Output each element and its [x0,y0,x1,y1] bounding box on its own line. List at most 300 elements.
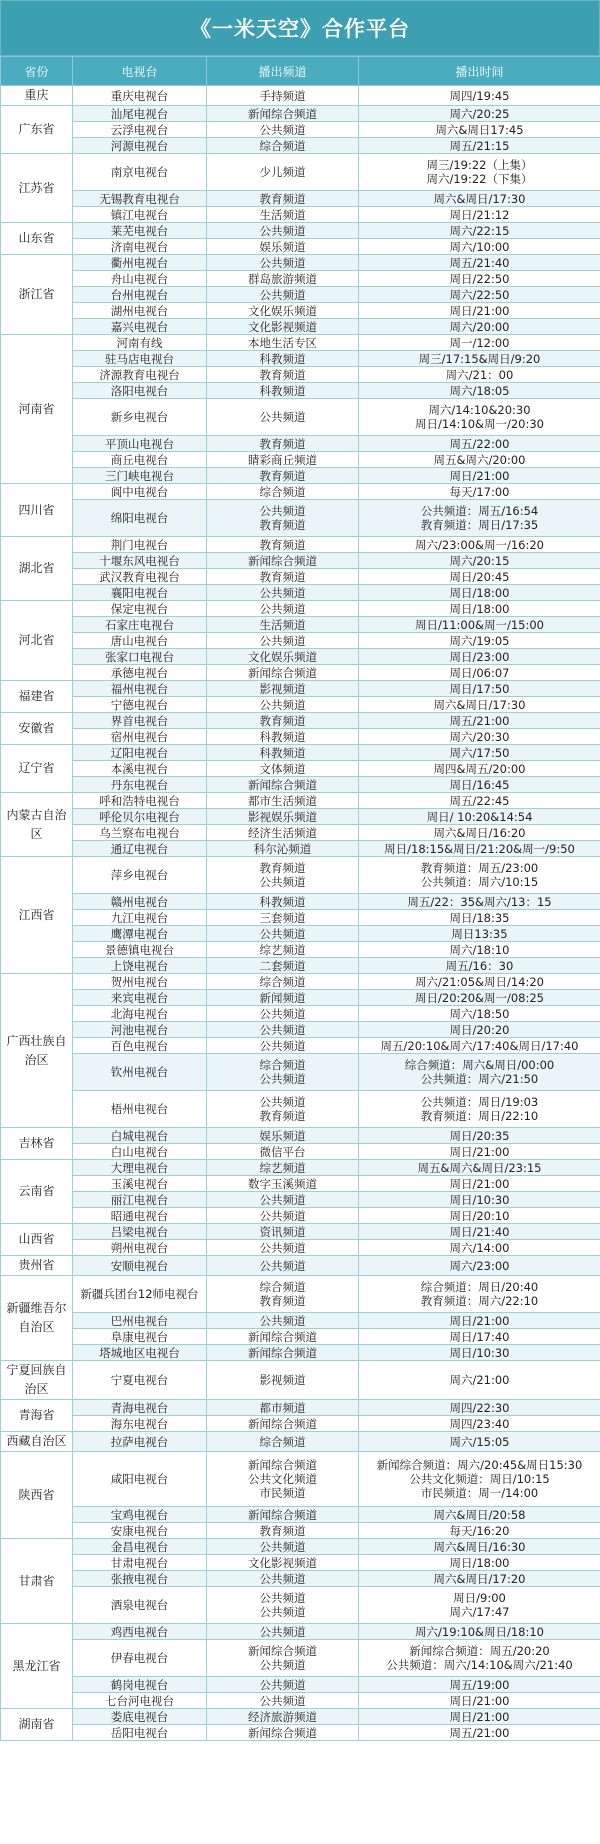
channel-cell [207,367,359,383]
channel-line: 公共频道 [259,1095,306,1109]
channel-line: 公共频道 [259,1693,306,1708]
channel-cell [207,1539,359,1555]
station-cell: 洛阳电视台 [73,383,207,399]
time-line: 周六/23:00 [449,1258,510,1273]
time-line: 公共频道：周日/19:03 [420,1095,539,1109]
time-line: 周日13:35 [451,926,508,941]
time-line: 公共文化频道：周日/10:15 [409,1472,550,1486]
channel-cell [207,1587,359,1624]
time-line: 周六/18:10 [449,942,510,957]
channel-cell [207,633,359,649]
channel-cell [207,335,359,351]
channel-line: 数字玉溪频道 [248,1176,317,1191]
table-row [1,1725,600,1741]
time-line: 周六/22:15 [449,223,510,238]
channel-cell [207,500,359,537]
time-line: 周三/19:22（上集） [426,158,533,172]
station-cell: 河源电视台 [73,138,207,154]
channel-line: 公共频道 [259,504,306,518]
station-cell: 赣州电视台 [73,894,207,910]
time-line: 新闻综合频道：周五/20:20 [409,1644,550,1658]
station-cell: 海东电视台 [73,1416,207,1432]
channel-line: 新闻综合频道 [248,1345,317,1360]
channel-cell [207,617,359,633]
channel-line: 公共频道 [259,601,306,616]
time-cell [359,383,600,399]
channel-cell [207,910,359,926]
station-cell: 吕梁电视台 [73,1224,207,1240]
channel-line: 公共频道 [259,1192,306,1207]
channel-line: 二套频道 [259,958,306,973]
time-line: 周日/21:00 [449,1693,510,1708]
table-row [1,271,600,287]
time-line: 周五/21:00 [449,713,510,728]
station-cell: 莱芜电视台 [73,223,207,239]
channel-cell [207,1452,359,1507]
station-cell: 新乡电视台 [73,399,207,436]
channel-line: 文化影视频道 [248,1555,317,1570]
time-cell [359,713,600,729]
channel-line: 本地生活专区 [248,335,317,350]
time-line: 新闻综合频道：周六/20:45&周日15:30 [376,1458,583,1472]
station-cell: 贺州电视台 [73,974,207,990]
channel-cell [207,745,359,761]
table-row [1,1677,600,1693]
province-cell: 河南省 [1,335,73,484]
channel-cell [207,106,359,122]
table-row [1,553,600,569]
time-line: 周六&周日/16:30 [433,1539,526,1554]
header-province: 省份 [1,57,73,86]
time-cell [359,745,600,761]
table-row [1,974,600,990]
time-cell [359,585,600,601]
station-cell: 上饶电视台 [73,958,207,974]
time-line: 周六/15:05 [449,1434,510,1449]
table-row [1,1452,600,1507]
station-cell: 鹰潭电视台 [73,926,207,942]
header-row [1,57,600,86]
time-line: 周六/18:05 [449,383,510,398]
channel-cell [207,1507,359,1523]
station-cell: 镇江电视台 [73,207,207,223]
channel-cell [207,1176,359,1192]
channel-cell [207,319,359,335]
station-cell: 平顶山电视台 [73,436,207,452]
channel-cell [207,926,359,942]
channel-line: 教育频道 [259,569,306,584]
station-cell: 十堰东风电视台 [73,553,207,569]
time-line: 周四&周五/20:00 [433,761,526,776]
station-cell: 新疆兵团台12师电视台 [73,1276,207,1313]
station-cell: 重庆电视台 [73,86,207,106]
channel-cell [207,1624,359,1640]
time-line: 市民频道：周一/14:00 [420,1486,539,1500]
station-cell: 宁夏电视台 [73,1361,207,1400]
time-cell [359,894,600,910]
time-cell [359,207,600,223]
station-cell: 金昌电视台 [73,1539,207,1555]
channel-line: 新闻综合频道 [248,1644,317,1658]
time-cell [359,1640,600,1677]
station-cell: 无锡教育电视台 [73,191,207,207]
time-line: 综合频道：周六&周日/00:00 [404,1058,555,1072]
station-cell: 驻马店电视台 [73,351,207,367]
table-row [1,1240,600,1256]
time-line: 周五/21:00 [449,1725,510,1740]
table-row [1,1224,600,1240]
time-line: 周日/21:00 [449,1176,510,1191]
channel-line: 教育频道 [259,436,306,451]
station-cell: 伊春电视台 [73,1640,207,1677]
time-cell [359,1192,600,1208]
channel-cell [207,1677,359,1693]
table-row [1,777,600,793]
station-cell: 咸阳电视台 [73,1452,207,1507]
table-row [1,809,600,825]
channel-cell [207,1313,359,1329]
province-cell: 湖北省 [1,537,73,601]
time-line: 教育频道：周日/17:35 [420,518,539,532]
station-cell: 辽阳电视台 [73,745,207,761]
channel-cell [207,1432,359,1452]
province-cell: 湖南省 [1,1709,73,1741]
time-line: 公共频道：周六/10:15 [420,875,539,889]
channel-line: 综合频道 [259,484,306,499]
time-line: 周日/21:00 [449,303,510,318]
time-line: 周日/20:35 [449,1128,510,1143]
time-line: 周三/17:15&周日/9:20 [418,351,541,366]
time-cell [359,255,600,271]
time-cell [359,484,600,500]
station-cell: 本溪电视台 [73,761,207,777]
time-line: 周四/23:40 [449,1416,510,1431]
province-cell: 福建省 [1,681,73,713]
channel-cell [207,452,359,468]
channel-cell [207,894,359,910]
time-line: 周六/14:10&20:30 [428,403,531,417]
station-cell: 湖州电视台 [73,303,207,319]
station-cell: 梧州电视台 [73,1091,207,1128]
station-cell: 宁德电视台 [73,697,207,713]
province-cell: 西藏自治区 [1,1432,73,1452]
time-cell [359,1693,600,1709]
channel-line: 文化影视频道 [248,319,317,334]
time-cell [359,1022,600,1038]
table-row [1,1539,600,1555]
channel-cell [207,841,359,857]
province-cell: 甘肃省 [1,1539,73,1624]
time-cell [359,1144,600,1160]
channel-line: 新闻综合频道 [248,106,317,121]
channel-cell [207,484,359,500]
table-row [1,1709,600,1725]
channel-cell [207,1022,359,1038]
table-row [1,569,600,585]
time-line: 教育频道：周六/22:10 [420,1294,539,1308]
table-row [1,452,600,468]
channel-line: 市民频道 [259,1486,306,1500]
channel-cell [207,761,359,777]
time-line: 周六/22:50 [449,287,510,302]
station-cell: 朔州电视台 [73,1240,207,1256]
time-line: 周日/18:15&周日/21:20&周一/9:50 [384,841,575,856]
station-cell: 呼伦贝尔电视台 [73,809,207,825]
station-cell: 阆中电视台 [73,484,207,500]
channel-cell [207,1725,359,1741]
station-cell: 北海电视台 [73,1006,207,1022]
province-cell: 安徽省 [1,713,73,745]
table-row [1,1256,600,1276]
channel-cell [207,1571,359,1587]
channel-line: 综合频道 [259,974,306,989]
time-line: 周日/21:00 [449,1709,510,1724]
time-cell [359,617,600,633]
time-cell [359,1224,600,1240]
time-cell [359,1624,600,1640]
time-line: 周日/ 10:20&14:54 [426,809,533,824]
channel-cell [207,1523,359,1539]
time-line: 周六&周日17:45 [435,122,524,137]
channel-cell [207,681,359,697]
time-line: 周六/23:00&周一/16:20 [415,537,544,552]
station-cell: 景德镇电视台 [73,942,207,958]
station-cell: 石家庄电视台 [73,617,207,633]
station-cell: 大理电视台 [73,1160,207,1176]
table-row [1,351,600,367]
table-row [1,1006,600,1022]
table-row [1,1555,600,1571]
channel-line: 科教频道 [259,894,306,909]
time-cell [359,1677,600,1693]
station-cell: 台州电视台 [73,287,207,303]
channel-cell [207,649,359,665]
channel-line: 教育频道 [259,861,306,875]
station-cell: 河南有线 [73,335,207,351]
channel-cell [207,857,359,894]
time-line: 公共频道：周六/21:50 [420,1072,539,1086]
station-cell: 武汉教育电视台 [73,569,207,585]
channel-line: 科尔沁频道 [253,841,312,856]
station-cell: 嘉兴电视台 [73,319,207,335]
time-cell [359,335,600,351]
time-line: 周日/18:00 [449,601,510,616]
channel-line: 新闻综合频道 [248,1458,317,1472]
table-row [1,1160,600,1176]
channel-cell [207,468,359,484]
table-row [1,958,600,974]
table-row [1,1144,600,1160]
channel-cell [207,585,359,601]
time-cell [359,367,600,383]
table-row [1,585,600,601]
table-row [1,841,600,857]
channel-line: 公共频道 [259,1313,306,1328]
table-row [1,857,600,894]
channel-cell [207,1240,359,1256]
table-row [1,942,600,958]
time-cell [359,910,600,926]
province-cell: 山东省 [1,223,73,255]
time-cell [359,649,600,665]
province-cell: 新疆维吾尔自治区 [1,1276,73,1361]
time-cell [359,452,600,468]
station-cell: 宿州电视台 [73,729,207,745]
table-row [1,239,600,255]
table-row [1,1038,600,1054]
table-row [1,1400,600,1416]
channel-line: 文化娱乐频道 [248,303,317,318]
table-row [1,1432,600,1452]
table-row [1,1022,600,1038]
time-cell [359,351,600,367]
time-line: 周日/21:00 [449,468,510,483]
channel-cell [207,601,359,617]
table-row [1,1571,600,1587]
time-line: 周五/22:45 [449,793,510,808]
time-line: 周日/22:50 [449,271,510,286]
channel-line: 睛彩商丘频道 [248,452,317,467]
channel-cell [207,383,359,399]
time-line: 教育频道：周五/23:00 [420,861,539,875]
channel-line: 综艺频道 [259,1160,306,1175]
channel-line: 公共频道 [259,1624,306,1639]
time-cell [359,500,600,537]
station-cell: 萍乡电视台 [73,857,207,894]
channel-cell [207,86,359,106]
time-cell [359,1329,600,1345]
channel-line: 公共频道 [259,1240,306,1255]
table-row [1,399,600,436]
province-cell: 贵州省 [1,1256,73,1276]
table-row [1,681,600,697]
time-line: 周五&周六&周日/23:15 [417,1160,542,1175]
table-row [1,500,600,537]
station-cell: 岳阳电视台 [73,1725,207,1741]
channel-line: 教育频道 [259,713,306,728]
station-cell: 钦州电视台 [73,1054,207,1091]
station-cell: 河池电视台 [73,1022,207,1038]
province-cell: 吉林省 [1,1128,73,1160]
table-row [1,761,600,777]
channel-cell [207,990,359,1006]
channel-line: 公共文化频道 [248,1472,317,1486]
time-cell [359,1208,600,1224]
time-cell [359,681,600,697]
province-cell: 广西壮族自治区 [1,974,73,1128]
time-line: 周日/21:40 [449,1224,510,1239]
table-row [1,665,600,681]
time-line: 周六/14:00 [449,1240,510,1255]
time-line: 周日/06:07 [449,665,510,680]
time-cell [359,809,600,825]
channel-line: 新闻综合频道 [248,553,317,568]
table-row [1,1276,600,1313]
channel-cell [207,1038,359,1054]
station-cell: 来宾电视台 [73,990,207,1006]
station-cell: 丽江电视台 [73,1192,207,1208]
channel-line: 教育频道 [259,537,306,552]
time-cell [359,601,600,617]
table-row [1,303,600,319]
table-row [1,484,600,500]
table-row [1,191,600,207]
station-cell: 承德电视台 [73,665,207,681]
channel-line: 公共频道 [259,1539,306,1554]
time-cell [359,1160,600,1176]
time-line: 周六/20:25 [449,106,510,121]
station-cell: 通辽电视台 [73,841,207,857]
channel-line: 公共频道 [259,1072,306,1086]
channel-line: 新闻综合频道 [248,665,317,680]
time-line: 周日/17:50 [449,681,510,696]
province-cell: 陕西省 [1,1452,73,1539]
channel-line: 公共频道 [259,1006,306,1021]
channel-cell [207,1400,359,1416]
channel-line: 综艺频道 [259,942,306,957]
station-cell: 呼和浩特电视台 [73,793,207,809]
channel-line: 新闻频道 [259,990,306,1005]
channel-cell [207,1144,359,1160]
time-cell [359,958,600,974]
station-cell: 商丘电视台 [73,452,207,468]
time-cell [359,1128,600,1144]
channel-line: 公共频道 [259,1571,306,1586]
time-line: 周六&周日/20:58 [433,1507,526,1522]
station-cell: 酒泉电视台 [73,1587,207,1624]
station-cell: 绵阳电视台 [73,500,207,537]
time-cell [359,1523,600,1539]
time-line: 周日/20:20 [449,1022,510,1037]
channel-line: 经济旅游频道 [248,1709,317,1724]
channel-line: 公共频道 [259,1677,306,1692]
table-row [1,383,600,399]
time-line: 周日/21:00 [449,1144,510,1159]
channel-line: 生活频道 [259,617,306,632]
channel-cell [207,287,359,303]
table-row [1,1329,600,1345]
table-row [1,335,600,351]
time-cell [359,1091,600,1128]
channel-cell [207,569,359,585]
channel-cell [207,351,359,367]
time-cell [359,942,600,958]
time-cell [359,1416,600,1432]
time-line: 周日/10:30 [449,1192,510,1207]
table-row [1,287,600,303]
station-cell: 福州电视台 [73,681,207,697]
channel-cell [207,777,359,793]
channel-line: 公共频道 [259,122,306,137]
table-row [1,1523,600,1539]
time-line: 周五&周六/20:00 [433,452,526,467]
channel-cell [207,537,359,553]
table-row [1,1054,600,1091]
channel-cell [207,239,359,255]
channel-line: 手持频道 [259,88,306,103]
channel-cell [207,974,359,990]
time-cell [359,1432,600,1452]
time-line: 周五/21:15 [449,138,510,153]
time-cell [359,1507,600,1523]
channel-cell [207,154,359,191]
time-line: 周六/10:00 [449,239,510,254]
time-cell [359,303,600,319]
schedule-table [0,56,600,1741]
time-cell [359,1276,600,1313]
channel-line: 公共频道 [259,223,306,238]
station-cell: 白城电视台 [73,1128,207,1144]
